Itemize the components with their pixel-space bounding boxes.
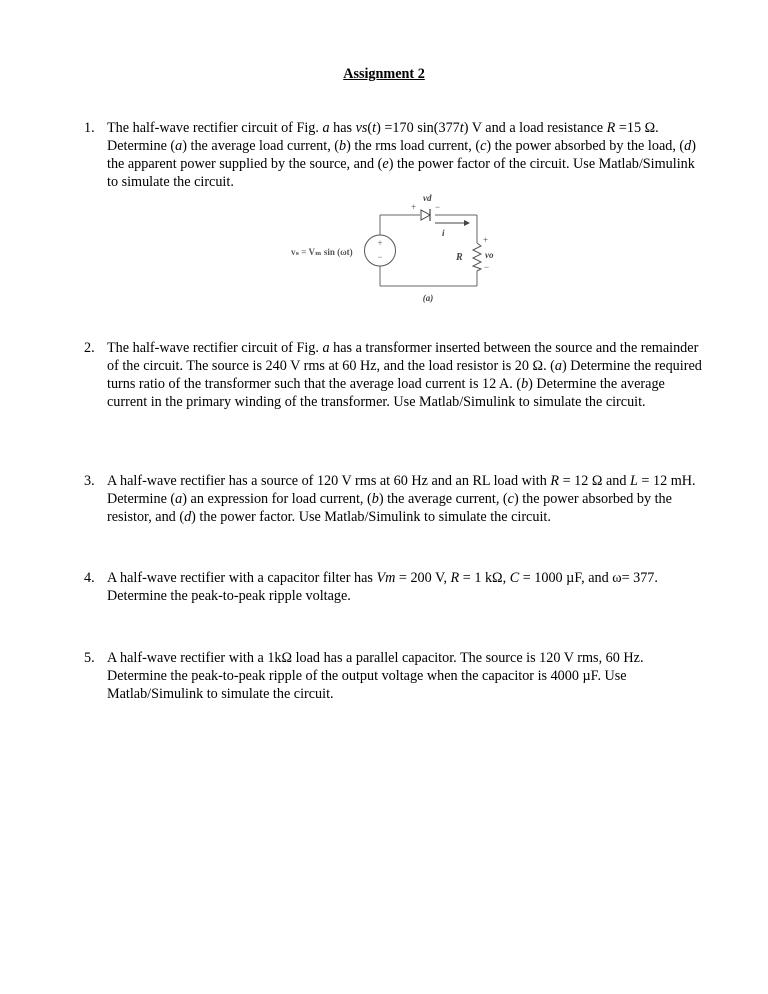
text-segment: ) the power absorbed by the resistor, and ( (107, 491, 672, 525)
text-segment: A half-wave rectifier with a 1kΩ load has a parallel capacitor. The source is 120 V rms, 60 Hz. Determine the peak-to-peak ripple of the output voltage when the capacitor is 4000 µF. Use Matlab/Simulink to simulate the circuit. (107, 650, 644, 702)
text-segment: = 12 Ω and (559, 473, 630, 489)
italic-variable: b (371, 491, 379, 507)
text-segment: ) the power factor. Use Matlab/Simulink to simulate the circuit. (191, 509, 551, 525)
text-segment: ) the power factor of the circuit. Use Matlab/Simulink to simulate the circuit. (107, 156, 695, 190)
question-3 (84, 472, 706, 526)
page-title: Assignment 2 (343, 66, 425, 82)
text-segment: has (329, 120, 356, 136)
italic-variable: d (184, 509, 192, 525)
italic-variable: a (175, 138, 183, 154)
question-number: 4. (84, 570, 95, 586)
text-segment: ) Determine the required turns ratio of the transformer such that the average load current is 12 A. ( (107, 358, 702, 392)
text-segment: has a transformer inserted between the source and the remainder of the circuit. The source is 240 V rms at 60 Hz, and the load resistor is 20 Ω. ( (107, 340, 699, 374)
italic-variable: b (521, 376, 529, 392)
text-segment: ) the power absorbed by the load, ( (486, 138, 685, 154)
italic-variable: c (480, 138, 487, 154)
vo-label: vo (485, 250, 494, 260)
circuit-figure (280, 188, 500, 308)
question-text (107, 472, 706, 526)
figure-caption: (a) (422, 293, 434, 303)
question-text (107, 649, 706, 703)
question-number: 5. (84, 650, 95, 666)
italic-variable: e (382, 156, 389, 172)
current-label: i (442, 228, 445, 238)
question-text (107, 339, 706, 411)
text-segment: The half-wave rectifier circuit of Fig. (107, 120, 323, 136)
text-segment: ( (367, 120, 373, 136)
question-4 (84, 569, 706, 605)
current-arrow (464, 220, 470, 226)
vd-minus: − (435, 202, 441, 212)
italic-variable: a (175, 491, 183, 507)
italic-variable: C (509, 570, 520, 586)
italic-variable: R (550, 473, 560, 489)
vo-plus: + (483, 235, 489, 245)
italic-variable: L (629, 473, 638, 489)
text-segment: = 12 mH. Determine ( (107, 473, 696, 507)
text-segment: ) the average current, ( (378, 491, 508, 507)
italic-variable: a (322, 120, 330, 136)
text-segment: = 200 V, (395, 570, 451, 586)
text-segment: The half-wave rectifier circuit of Fig. (107, 340, 323, 356)
italic-variable: t (459, 120, 464, 136)
italic-variable: d (684, 138, 692, 154)
italic-variable: a (554, 358, 562, 374)
text-segment: ) Determine the average current in the primary winding of the transformer. Use Matlab/Simulink to simulate the circuit. (107, 376, 665, 410)
text-segment: ) V and a load resistance (463, 120, 607, 136)
italic-variable: c (507, 491, 514, 507)
source-minus: − (377, 252, 383, 262)
source-plus: + (377, 238, 383, 248)
text-segment: A half-wave rectifier with a capacitor filter has (107, 570, 377, 586)
vo-minus: − (484, 262, 490, 272)
question-number: 1. (84, 120, 95, 136)
italic-variable: vs (355, 120, 368, 136)
text-segment: = 1 kΩ, (459, 570, 510, 586)
vd-label: vd (423, 193, 432, 203)
question-text (107, 569, 706, 605)
text-segment: =15 Ω. Determine ( (107, 120, 659, 154)
text-segment: ) the rms load current, ( (346, 138, 481, 154)
text-segment: ) =170 sin(377 (376, 120, 460, 136)
italic-variable: b (339, 138, 347, 154)
question-2 (84, 339, 706, 411)
italic-variable: a (322, 340, 330, 356)
source-label: vₛ = Vₘ sin (ωt) (291, 247, 353, 257)
question-number: 3. (84, 473, 95, 489)
italic-variable: Vm (376, 570, 396, 586)
italic-variable: R (450, 570, 460, 586)
question-1 (84, 119, 706, 191)
text-segment: ) an expression for load current, ( (182, 491, 372, 507)
resistor-symbol (473, 243, 481, 271)
text-segment: ) the average load current, ( (182, 138, 340, 154)
question-5 (84, 649, 706, 703)
vd-plus: + (411, 202, 417, 212)
diode-symbol (421, 210, 430, 220)
italic-variable: t (372, 120, 377, 136)
text-segment: A half-wave rectifier has a source of 120 V rms at 60 Hz and an RL load with (107, 473, 551, 489)
italic-variable: R (606, 120, 616, 136)
resistor-label: R (456, 252, 463, 263)
question-number: 2. (84, 340, 95, 356)
question-text (107, 119, 706, 191)
text-segment: = 1000 µF, and ω= 377. Determine the peak-to-peak ripple voltage. (107, 570, 658, 604)
text-segment: ) the apparent power supplied by the source, and ( (107, 138, 696, 172)
